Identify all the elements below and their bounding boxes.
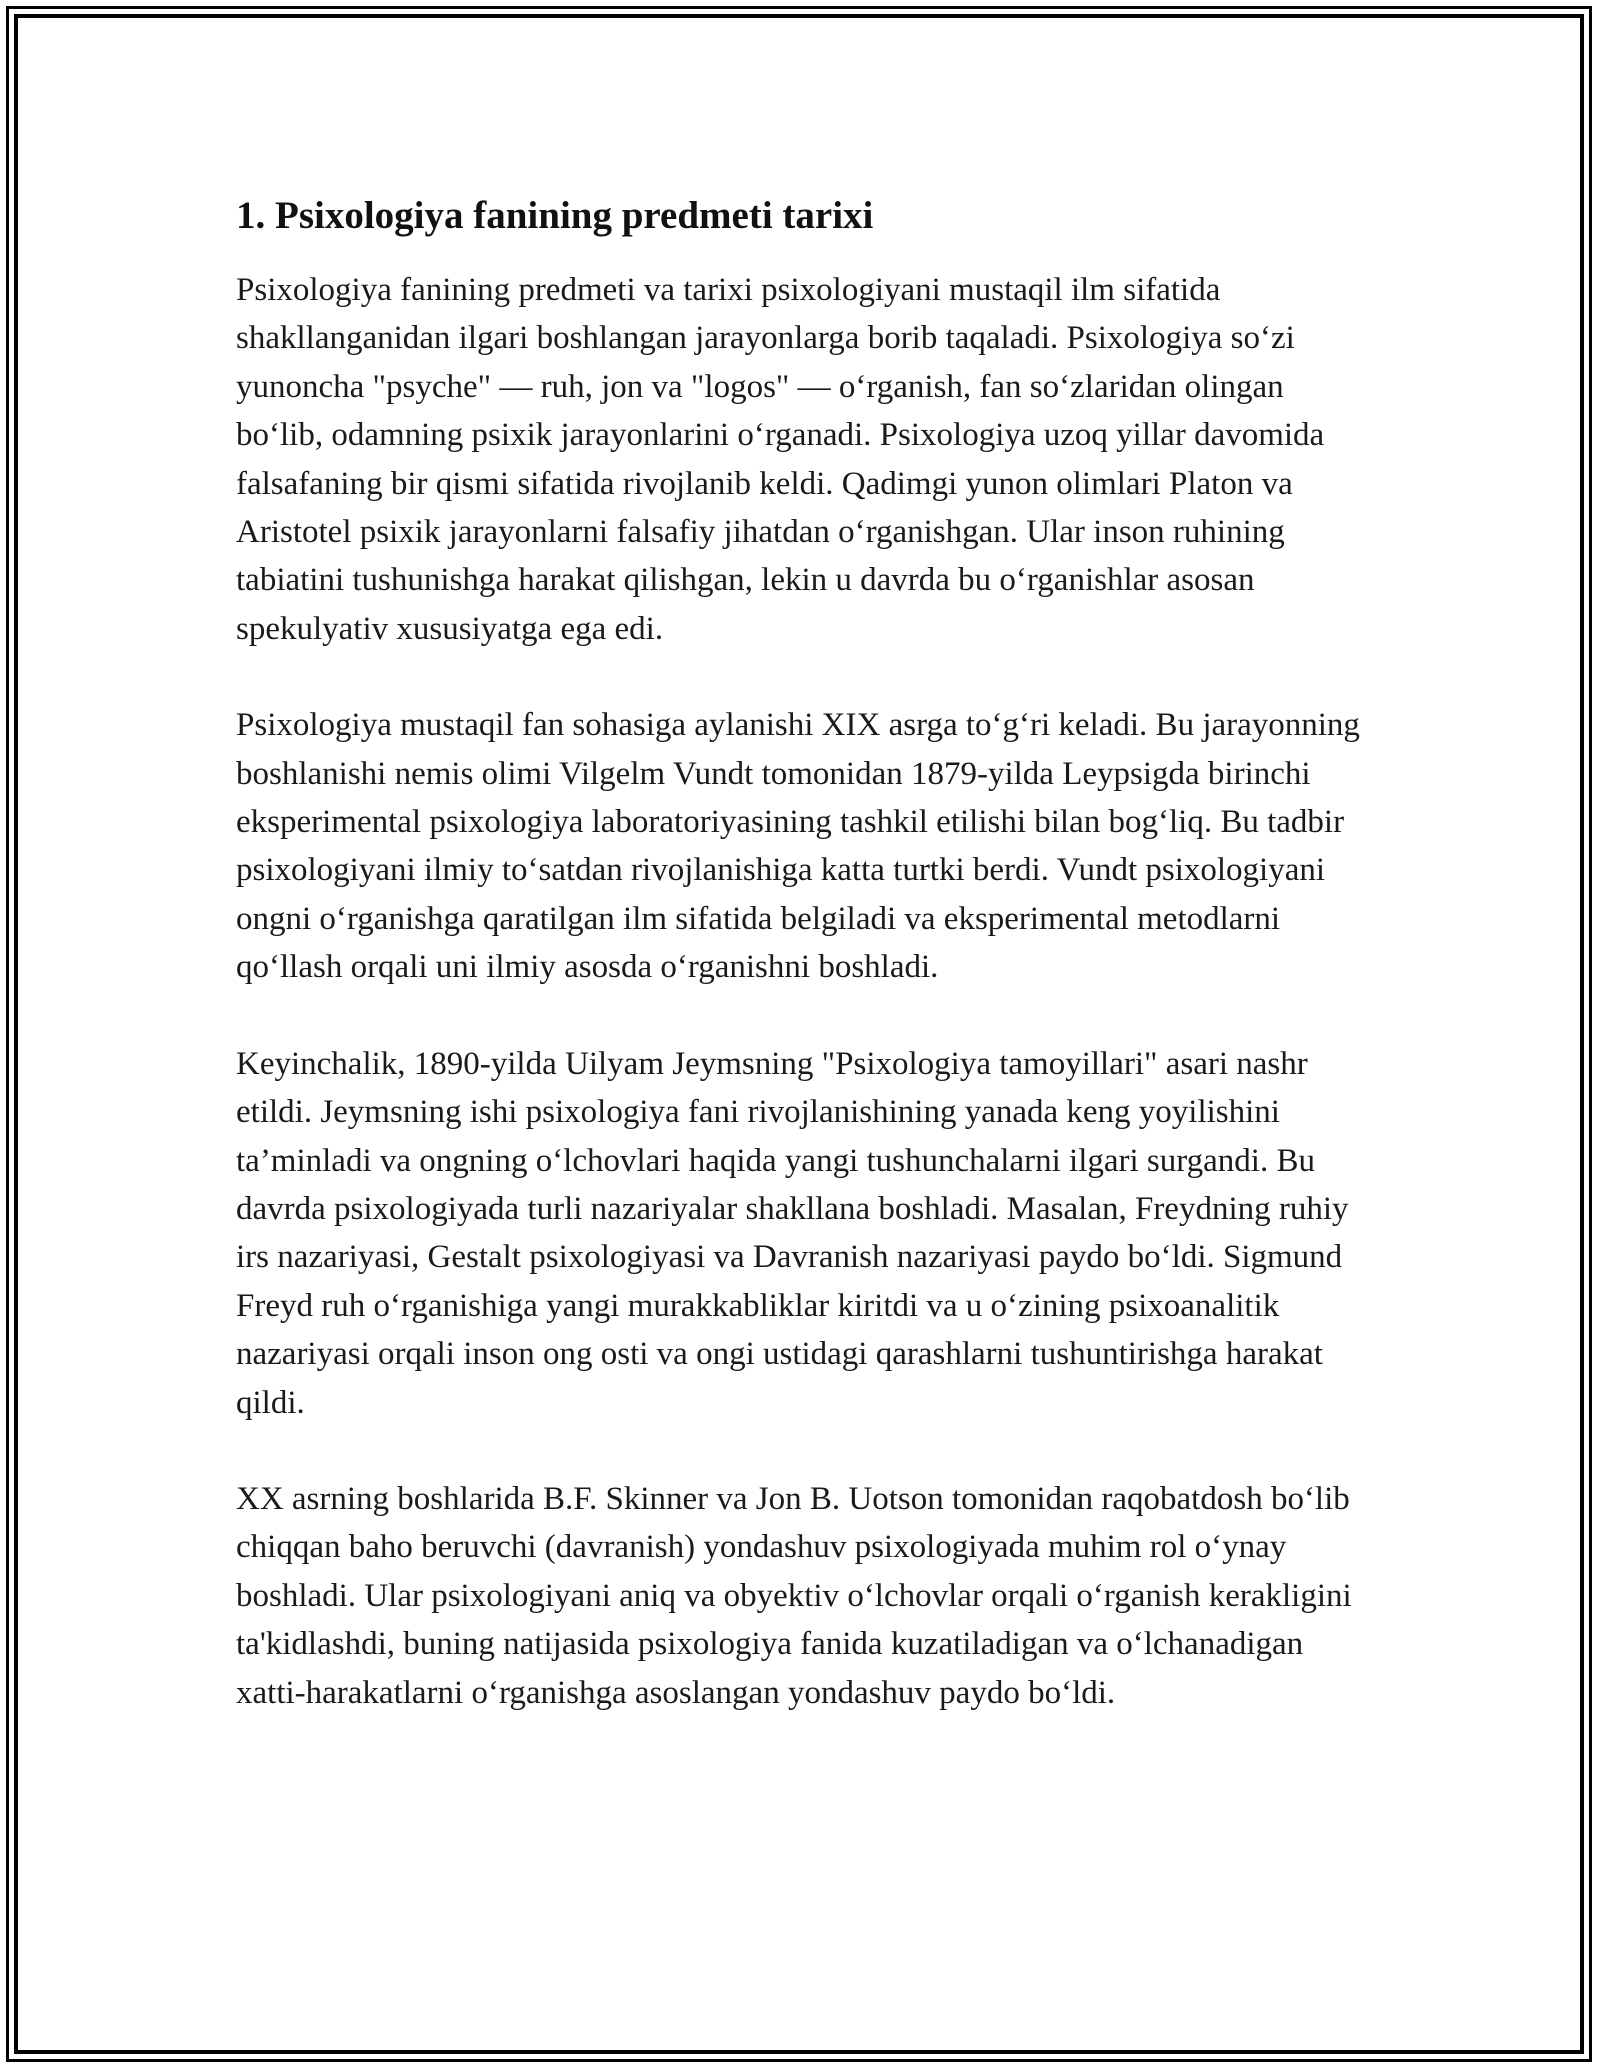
- paragraph-2: Psixologiya mustaqil fan sohasiga aylanishi XIX asrga to‘g‘ri keladi. Bu jarayonning boshlanishi nemis olimi Vilgelm Vundt tomonidan 1879-yilda Leypsigda birinchi eksperimental psixologiya laboratoriyasining tashkil etilishi bilan bog‘liq. Bu tadbir psixologiyani ilmiy to‘satdan rivojlanishiga katta turtki berdi. Vundt psixologiyani ongni o‘rganishga qaratilgan ilm sifatida belgiladi va eksperimental metodlarni qo‘llash orqali uni ilmiy asosda o‘rganishni boshladi.: [236, 707, 1360, 986]
- section-heading: 1. Psixologiya fanining predmeti tarixi: [236, 194, 874, 237]
- paragraph-3: Keyinchalik, 1890-yilda Uilyam Jeymsning "Psixologiya tamoyillari" asari nashr etildi. Jeymsning ishi psixologiya fani rivojlanishining yanada keng yoyilishini ta’minladi va ongning o‘lchovlari haqida yangi tushunchalarni ilgari surgandi. Bu davrda psixologiyada turli nazariyalar shakllana boshladi. Masalan, Freydning ruhiy irs nazariyasi, Gestalt psixologiyasi va Davranish nazariyasi paydo bo‘ldi. Sigmund Freyd ruh o‘rganishiga yangi murakkabliklar kiritdi va u o‘zining psixoanalitik nazariyasi orqali inson ong osti va ongi ustidagi qarashlarni tushuntirishga harakat qildi.: [236, 1045, 1349, 1421]
- paragraph-4: XX asrning boshlarida B.F. Skinner va Jon B. Uotson tomonidan raqobatdosh bo‘lib chiqqan baho beruvchi (davranish) yondashuv psixologiyada muhim rol o‘ynay boshladi. Ular psixologiyani aniq va obyektiv o‘lchovlar orqali o‘rganish kerakligini ta'kidlashdi, buning natijasida psixologiya fanida kuzatiladigan va o‘lchanadigan xatti-harakatlarni o‘rganishga asoslangan yondashuv paydo bo‘ldi.: [236, 1480, 1352, 1711]
- paragraph-1: Psixologiya fanining predmeti va tarixi psixologiyani mustaqil ilm sifatida shakllanganidan ilgari boshlangan jarayonlarga borib taqaladi. Psixologiya so‘zi yunoncha "psyche" — ruh, jon va "logos" — o‘rganish, fan so‘zlaridan olingan bo‘lib, odamning psixik jarayonlarini o‘rganadi. Psixologiya uzoq yillar davomida falsafaning bir qismi sifatida rivojlanib keldi. Qadimgi yunon olimlari Platon va Aristotel psixik jarayonlarni falsafiy jihatdan o‘rganishgan. Ular inson ruhining tabiatini tushunishga harakat qilishgan, lekin u davrda bu o‘rganishlar asosan spekulyativ xususiyatga ega edi.: [236, 272, 1325, 647]
- document-body: [236, 188, 1376, 1765]
